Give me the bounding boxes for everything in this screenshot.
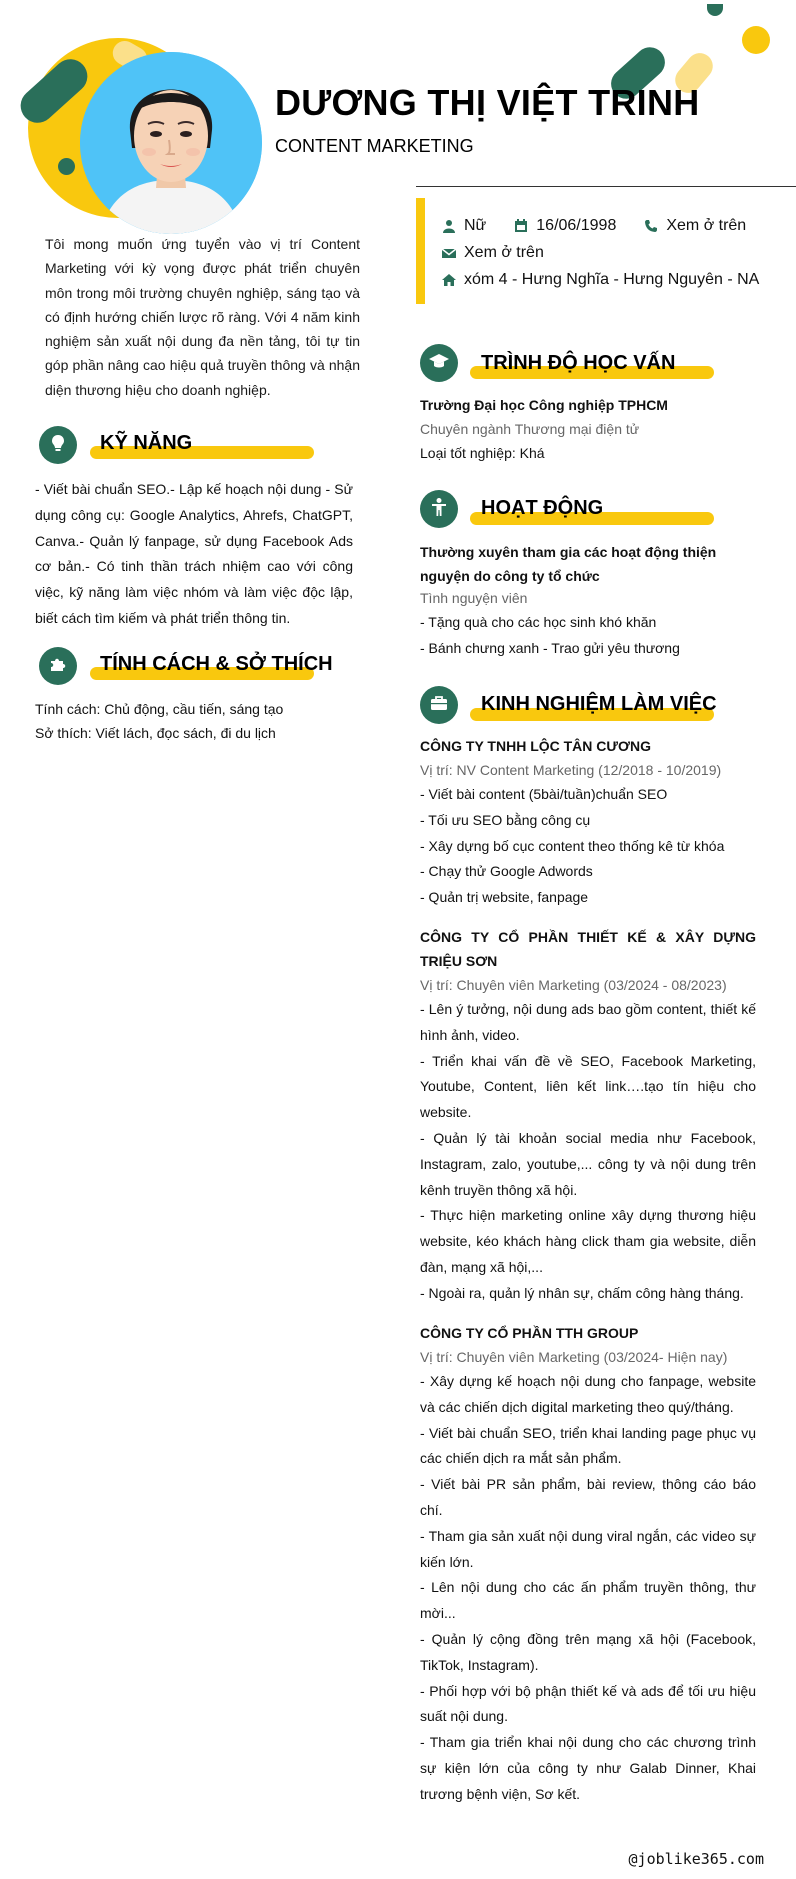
profile-photo [80, 52, 262, 234]
job-company: CÔNG TY CỔ PHẦN TTH GROUP [420, 1325, 639, 1341]
personality-hobbies: Sở thích: Viết lách, đọc sách, đi du lịch [35, 725, 276, 741]
education-section-icon [420, 344, 458, 382]
home-icon [442, 273, 456, 287]
job-duty: - Viết bài chuẩn SEO, triển khai landing page phục vụ các chiến dịch ra mắt sản phẩm. [420, 1424, 756, 1467]
activities-list [420, 610, 756, 662]
phone-value: Xem ở trên [666, 217, 747, 234]
info-row-basic [442, 217, 746, 235]
info-accent-bar [416, 198, 425, 304]
job-duty: - Viết bài content (5bài/tuần)chuẩn SEO [420, 786, 668, 802]
job-duty: - Xây dựng bố cục content theo thống kê từ khóa [420, 837, 725, 854]
job-entry [420, 734, 756, 911]
address-value: xóm 4 - Hưng Nghĩa - Hưng Nguyên - NA [464, 271, 760, 288]
user-icon [442, 219, 456, 233]
job-company: CÔNG TY TNHH LỘC TÂN CƯƠNG [420, 738, 651, 754]
experience-title: KINH NGHIỆM LÀM VIỆC [481, 693, 717, 715]
activities-section-icon [420, 490, 458, 528]
job-duty: - Viết bài PR sản phẩm, bài review, thông cáo báo chí. [420, 1476, 756, 1518]
job-duty: - Thực hiện marketing online xây dựng thương hiệu website, kéo khách hàng click tham gia website, diễn đàn, mạng xã hội,... [420, 1207, 756, 1275]
career-objective: Tôi mong muốn ứng tuyển vào vị trí Content Marketing với kỳ vọng được phát triển chuyên môn trong môi trường chuyên nghiệp, sáng tạo và có định hướng chiến lược rõ ràng. Với 4 năm kinh nghiệm sản xuất nội dung đa nền tảng, tôi tự tin góp phần nâng cao hiệu quả truyền thông và nhận diện thương hiệu cho doanh nghiệp. [45, 236, 360, 398]
education-major: Chuyên ngành Thương mại điện tử [420, 421, 640, 437]
personality-traits: Tính cách: Chủ động, cầu tiến, sáng tạo [35, 701, 284, 717]
job-duty: - Phối hợp với bộ phận thiết kế và ads để tối ưu hiệu suất nội dung. [420, 1682, 756, 1725]
skills-title: KỸ NĂNG [100, 432, 193, 454]
education-school: Trường Đại học Công nghiệp TPHCM [420, 397, 668, 413]
lightbulb-icon [48, 433, 68, 458]
list-item: - Tặng quà cho các học sinh khó khăn [420, 614, 657, 630]
job-duty: - Lên ý tưởng, nội dung ads bao gồm content, thiết kế hình ảnh, video. [420, 1001, 756, 1043]
job-duty: - Tham gia sản xuất nội dung viral ngắn, các video sự kiến lớn. [420, 1527, 756, 1570]
job-duty: - Xây dựng kế hoạch nội dung cho fanpage, website và các chiến dịch digital marketing theo quý/tháng. [420, 1373, 756, 1415]
job-duty: - Tối ưu SEO bằng công cụ [420, 811, 591, 828]
job-duty: - Triển khai vấn đề về SEO, Facebook Marketing, Youtube, Content, liên kết link….tạo tín hiệu cho website. [420, 1052, 756, 1121]
deco-green-dot-right [707, 4, 723, 16]
person-icon [429, 497, 449, 522]
job-duty: - Tham gia triển khai nội dung cho các chương trình sự kiện lớn của công ty như Galab Dinner, Khai trương bệnh viện, Sơ kết. [420, 1734, 756, 1802]
personality-title: TÍNH CÁCH & SỞ THÍCH [100, 653, 333, 675]
job-entry [420, 1321, 756, 1808]
activities-title: HOẠT ĐỘNG [481, 497, 604, 519]
activities-name: Thường xuyên tham gia các hoạt động thiện nguyện do công ty tổ chức [420, 544, 717, 584]
puzzle-icon [48, 654, 68, 679]
experience-section-icon [420, 686, 458, 724]
candidate-role: CONTENT MARKETING [275, 136, 474, 156]
education-grade: Loại tốt nghiệp: Khá [420, 445, 545, 461]
job-position: Vị trí: Chuyên viên Marketing (03/2024 - 08/2023) [420, 977, 727, 993]
calendar-icon [514, 219, 528, 233]
email-value: Xem ở trên [464, 244, 544, 261]
dob-value: 16/06/1998 [536, 217, 617, 234]
header-divider [416, 186, 796, 187]
deco-green-dot [58, 158, 75, 175]
graduation-cap-icon [429, 351, 449, 376]
job-company: CÔNG TY CỔ PHẦN THIẾT KẾ & XÂY DỰNG TRIỆU SƠN [420, 929, 756, 969]
skills-text: - Viết bài chuẩn SEO.- Lập kế hoạch nội dung - Sử dụng công cụ: Google Analytics, Ahrefs, ChatGPT, Canva.- Quản lý fanpage, sử dụng Facebook Ads cơ bản.- Có tinh thần trách nhiệm cao với công việc, kỹ năng làm việc nhóm và làm việc độc lập, biết cách tìm kiếm và phát triển thông tin. [35, 481, 353, 626]
candidate-name: DƯƠNG THỊ VIỆT TRINH [275, 82, 700, 123]
activities-role: Tình nguyện viên [420, 590, 528, 606]
job-duty: - Lên nội dung cho các ấn phẩm truyền thông, thư mời... [420, 1579, 756, 1622]
job-position: Vị trí: NV Content Marketing (12/2018 - 10/2019) [420, 762, 722, 778]
job-duty: - Quản lý tài khoản social media như Facebook, Instagram, zalo, youtube,... công ty và nội dung trên kênh truyền thông xã hội. [420, 1129, 756, 1198]
phone-icon [644, 219, 658, 233]
info-row-email [442, 244, 544, 262]
education-title: TRÌNH ĐỘ HỌC VẤN [481, 352, 676, 374]
deco-yellow-dot-right [742, 26, 770, 54]
job-entry [420, 925, 756, 1307]
job-duty: - Ngoài ra, quản lý nhân sự, chấm công hàng tháng. [420, 1284, 744, 1301]
job-duty: - Chạy thử Google Adwords [420, 863, 593, 880]
skills-section-icon [39, 426, 77, 464]
job-duty: - Quản lý cộng đồng trên mạng xã hội (Facebook, TikTok, Instagram). [420, 1630, 756, 1673]
gender-value: Nữ [464, 217, 487, 234]
personality-section-icon [39, 647, 77, 685]
briefcase-icon [429, 693, 449, 718]
envelope-icon [442, 246, 456, 260]
job-duty: - Quản trị website, fanpage [420, 889, 589, 906]
info-row-address [442, 271, 759, 289]
list-item: - Bánh chưng xanh - Trao gửi yêu thương [420, 639, 680, 656]
job-position: Vị trí: Chuyên viên Marketing (03/2024- Hiện nay) [420, 1349, 728, 1365]
footer-watermark: @joblike365.com [628, 1850, 764, 1868]
